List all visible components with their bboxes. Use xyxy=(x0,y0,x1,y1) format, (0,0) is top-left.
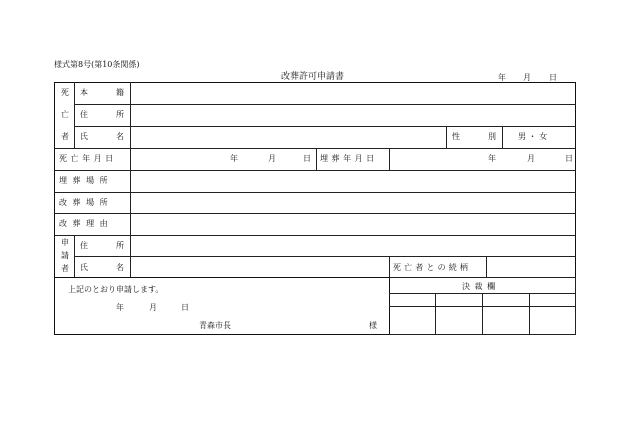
relation-field[interactable] xyxy=(487,257,575,277)
application-day: 日 xyxy=(181,303,189,312)
relation-label: 死 亡 者 と の 続 柄 xyxy=(393,263,469,272)
approval-cell-2[interactable] xyxy=(436,307,481,334)
domicile-label: 本 籍 xyxy=(80,88,124,97)
reburial-reason-label: 改 葬 理 由 xyxy=(59,219,110,228)
deceased-section-char-1: 死 xyxy=(61,88,69,97)
deceased-address-field[interactable] xyxy=(131,105,575,126)
addressee: 青森市長 xyxy=(199,321,231,330)
death-date-year: 年 xyxy=(230,154,238,163)
form-title: 改葬許可申請書 xyxy=(281,72,345,82)
death-date-month: 月 xyxy=(268,154,276,163)
applicant-address-field[interactable] xyxy=(131,236,575,256)
applicant-address-label: 住 所 xyxy=(80,241,124,250)
application-year: 年 xyxy=(116,303,124,312)
header-date-year: 年 xyxy=(498,73,506,82)
burial-date-month: 月 xyxy=(527,154,535,163)
death-date-label: 死 亡 年 月 日 xyxy=(59,154,114,163)
statement-text: 上記のとおり申請します。 xyxy=(68,285,164,294)
sex-options[interactable]: 男 ・ 女 xyxy=(518,132,548,141)
applicant-name-label: 氏 名 xyxy=(80,263,124,272)
reburial-reason-field[interactable] xyxy=(131,214,575,235)
form-number: 様式第8号(第10条関係) xyxy=(54,60,140,69)
deceased-section-char-3: 者 xyxy=(61,132,69,141)
burial-place-field[interactable] xyxy=(131,171,575,192)
burial-place-label: 埋 葬 場 所 xyxy=(59,176,110,185)
deceased-section-char-2: 亡 xyxy=(61,110,69,119)
header-date-day: 日 xyxy=(549,73,557,82)
deceased-address-label: 住 所 xyxy=(80,110,124,119)
deceased-name-label: 氏 名 xyxy=(80,132,124,141)
domicile-field[interactable] xyxy=(131,83,575,104)
applicant-section-char-1: 申 xyxy=(61,238,69,247)
death-date-day: 日 xyxy=(303,154,311,163)
approval-cell-1[interactable] xyxy=(390,307,434,334)
honorific: 様 xyxy=(369,321,377,330)
applicant-name-field[interactable] xyxy=(131,257,388,277)
application-month: 月 xyxy=(149,303,157,312)
burial-date-label: 埋 葬 年 月 日 xyxy=(320,154,375,163)
applicant-section-char-2: 請 xyxy=(61,251,69,260)
header-date-month: 月 xyxy=(523,73,531,82)
approval-cell-3[interactable] xyxy=(483,307,528,334)
approval-cell-4[interactable] xyxy=(530,307,575,334)
sex-label: 性 別 xyxy=(452,132,496,141)
burial-date-day: 日 xyxy=(565,154,573,163)
deceased-name-field[interactable] xyxy=(131,127,445,148)
reburial-place-label: 改 葬 場 所 xyxy=(59,198,110,207)
burial-date-year: 年 xyxy=(488,154,496,163)
applicant-section-char-3: 者 xyxy=(61,264,69,273)
reburial-place-field[interactable] xyxy=(131,193,575,213)
approval-label: 決 裁 欄 xyxy=(462,282,497,291)
